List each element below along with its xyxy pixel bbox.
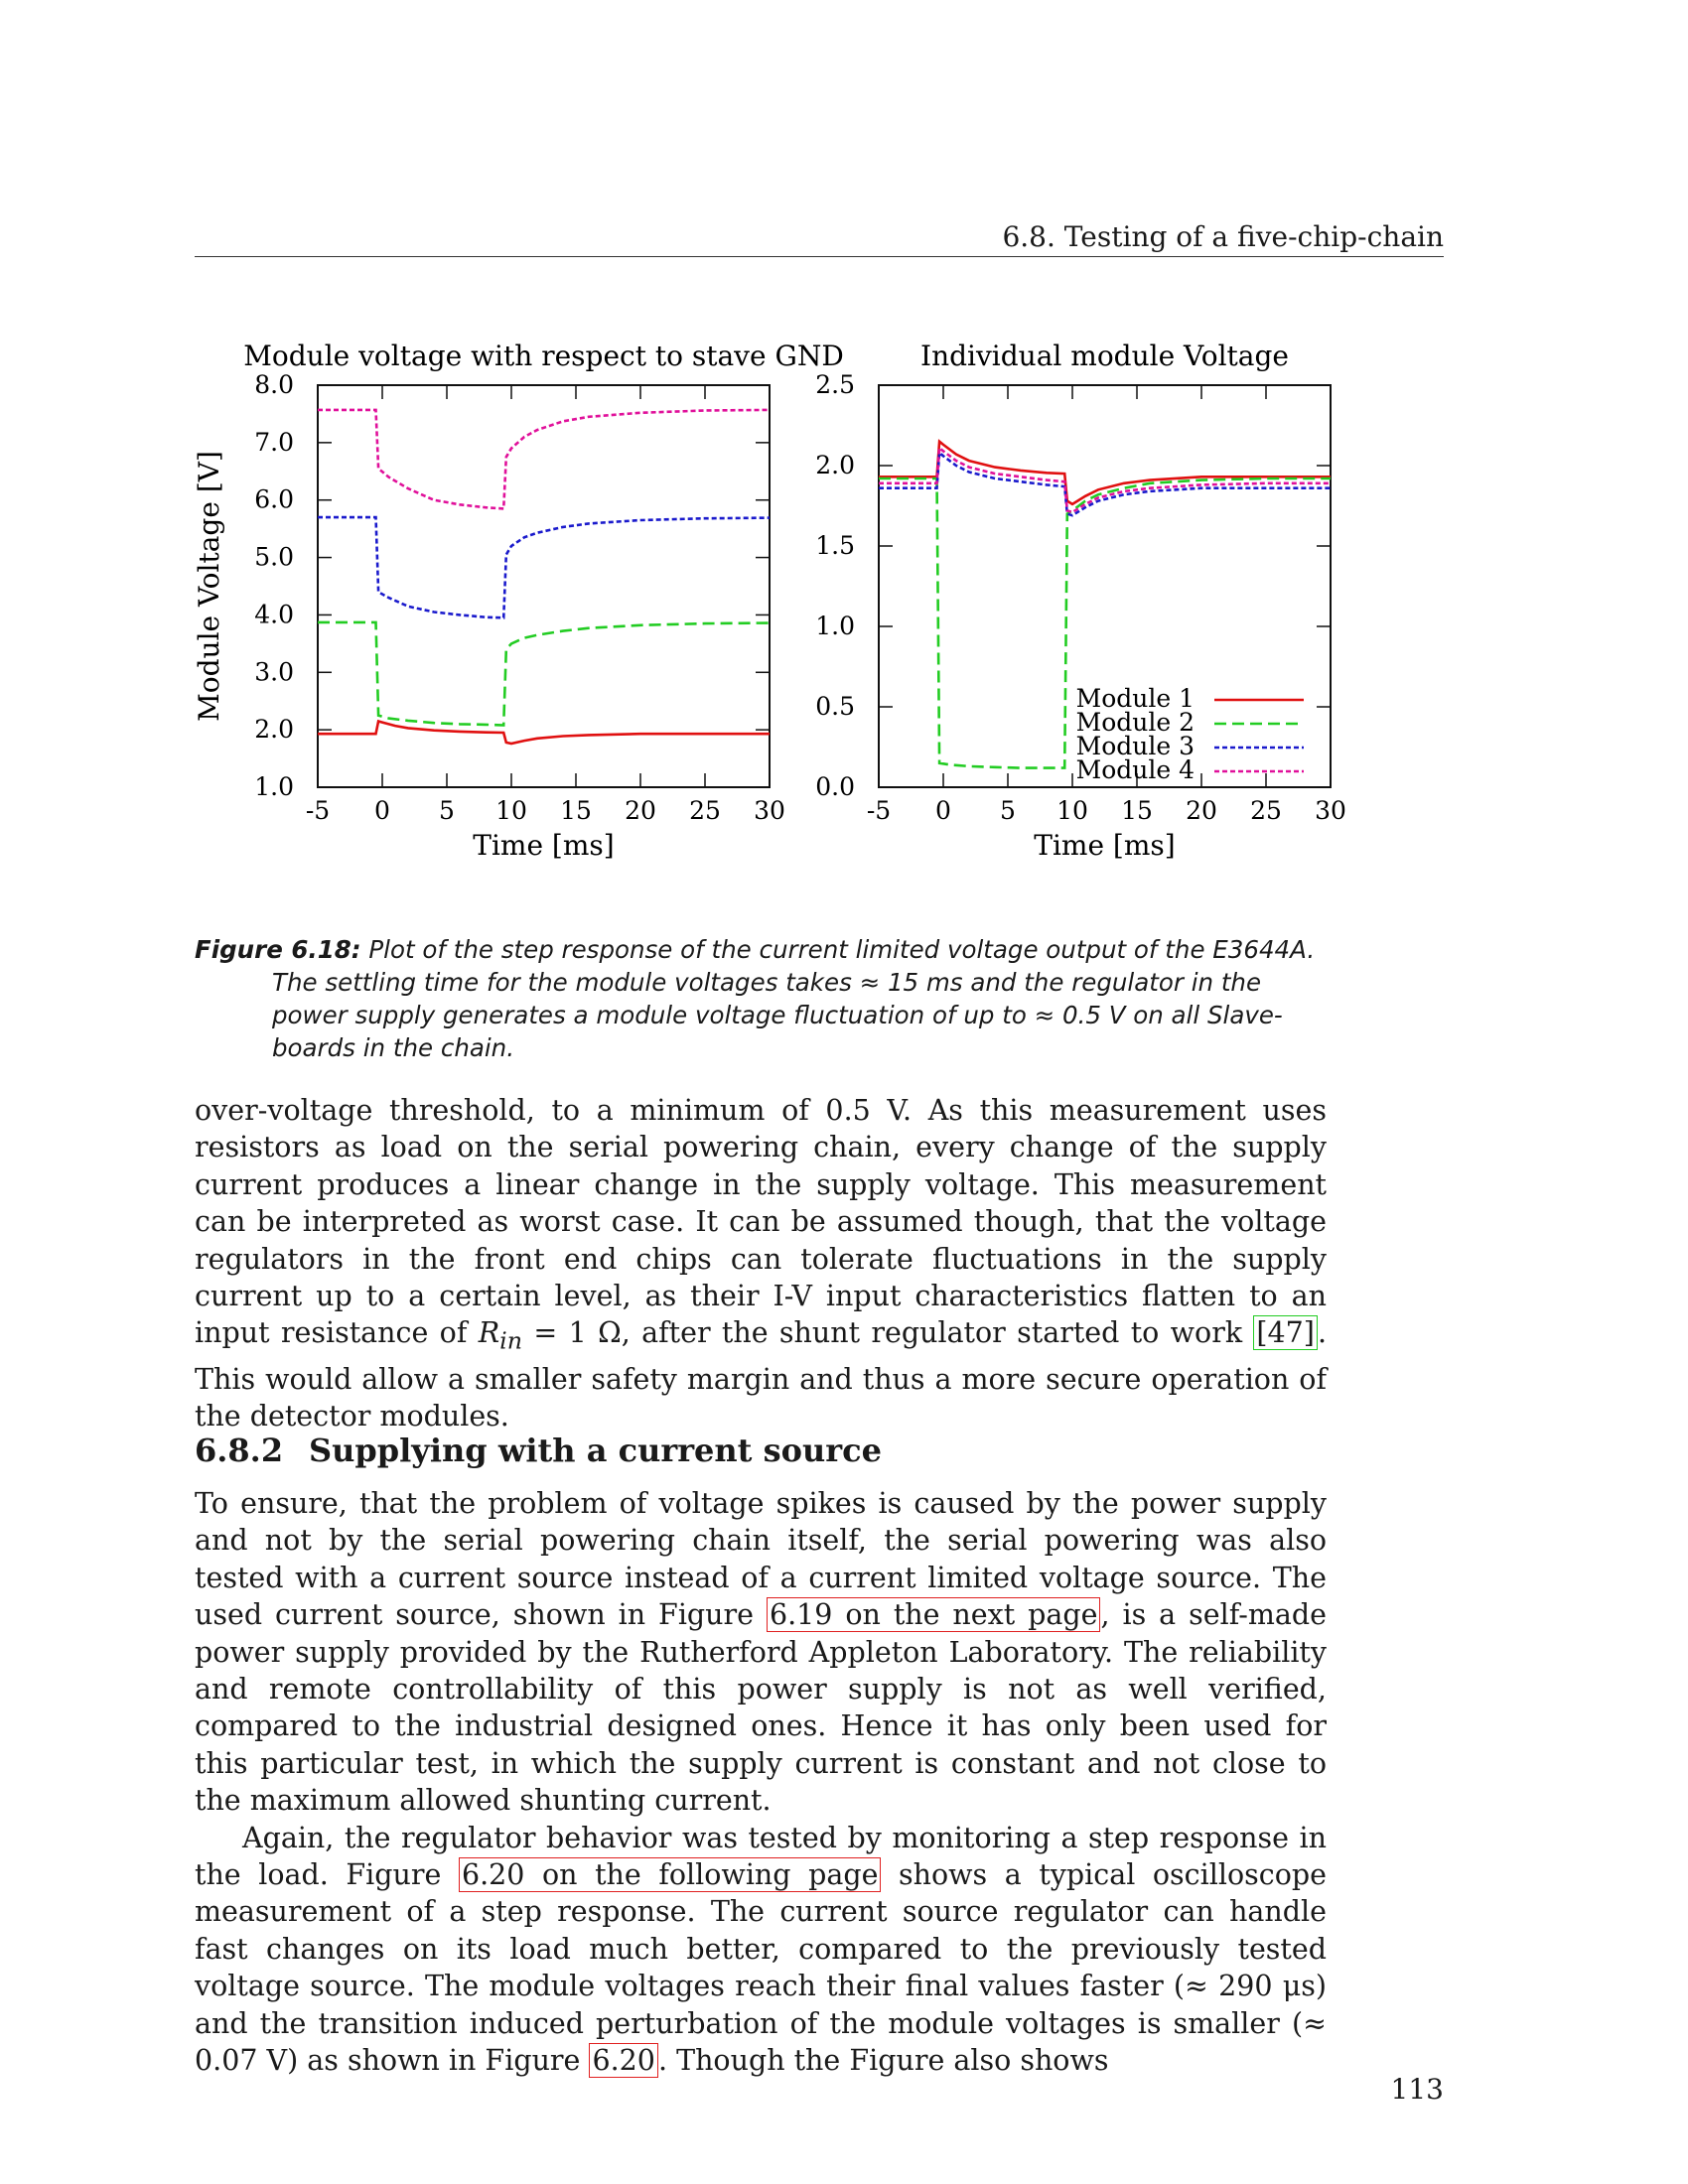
para1-text: over-voltage threshold, to a minimum of 0.5 V. As this measurement uses resistors as load on the serial powering chain, every change of the supply current produces a linear change in the supply voltage. This measurement can be interpreted as worst case. It can be assumed though, that the voltage regulators in the front end chips can tolerate fluctuations in the supply current up to a certain level, as their I-V input characteristics flatten to an input resistance of — [195, 1094, 1327, 1350]
para1-math-rest: = 1 Ω, after the shunt regulator started to work — [522, 1316, 1254, 1350]
figure-6-18 — [179, 318, 1350, 878]
y-tick-label: 4.0 — [254, 600, 294, 629]
caption-label: Figure 6.18: — [195, 935, 361, 964]
citation-link-47[interactable]: [47] — [1253, 1315, 1318, 1350]
chart-title: Individual module Voltage — [920, 340, 1289, 372]
para1-math-sub: in — [499, 1327, 523, 1356]
y-tick-label: 1.5 — [815, 531, 855, 560]
x-tick-label: 15 — [560, 796, 592, 825]
x-tick-label: 0 — [374, 796, 390, 825]
chart-right — [815, 340, 1346, 862]
figure-ref-link-6-19[interactable]: 6.19 on the next page — [767, 1597, 1101, 1632]
x-tick-label: 5 — [439, 796, 455, 825]
y-tick-label: 6.0 — [254, 484, 294, 514]
x-tick-label: 0 — [935, 796, 951, 825]
paragraph-2 — [195, 1485, 1327, 2080]
x-tick-label: -5 — [305, 796, 331, 825]
x-tick-label: 20 — [625, 796, 656, 825]
y-tick-label: 2.0 — [815, 451, 855, 479]
y-tick-label: 1.0 — [254, 772, 294, 801]
x-tick-label: 25 — [689, 796, 721, 825]
section-number: 6.8.2 — [195, 1432, 284, 1469]
x-tick-label: 30 — [1315, 796, 1346, 825]
figure-svg — [179, 318, 1350, 874]
legend-label-module-2: Module 2 — [1075, 708, 1195, 737]
y-tick-label: 1.0 — [815, 612, 855, 640]
para1-math: R — [478, 1316, 500, 1350]
y-tick-label: 2.0 — [254, 715, 294, 745]
paragraph-1 — [195, 1092, 1327, 1434]
x-tick-label: 30 — [754, 796, 785, 825]
plot-frame — [318, 385, 770, 787]
y-tick-label: 2.5 — [815, 370, 855, 399]
section-heading — [195, 1432, 882, 1469]
figure-caption — [195, 933, 1336, 1064]
y-tick-label: 5.0 — [254, 542, 294, 572]
para3-text-c: . Though the Figure also shows — [657, 2044, 1109, 2078]
section-title: Supplying with a current source — [309, 1432, 882, 1469]
series-line-module-4 — [318, 410, 770, 509]
x-axis-label: Time [ms] — [473, 829, 615, 862]
y-tick-label: 0.5 — [815, 692, 855, 721]
figure-ref-link-6-20[interactable]: 6.20 — [589, 2043, 657, 2078]
chart-title: Module voltage with respect to stave GND — [243, 340, 844, 372]
y-axis-label: Module Voltage [V] — [193, 451, 225, 722]
para2-text-a: To ensure, that the problem of voltage spikes is caused by the power supply and not by the serial powering chain itself, the serial powering was also tested with a current source instead of a current limited voltage source. The used current source, shown in Figure — [195, 1487, 1327, 1632]
header-rule — [195, 256, 1444, 257]
x-axis-label: Time [ms] — [1034, 829, 1176, 862]
y-tick-label: 3.0 — [254, 657, 294, 687]
para2-text-b: , is a self-made power supply provided by the Rutherford Appleton Laboratory. The reliability and remote controllability of this power supply is not as well verified, compared to the industrial designed ones. Hence it has only been used for this particular test, in which the supply current is constant and not close to the maximum allowed shunting current. — [195, 1598, 1327, 1818]
figure-ref-link-6-20-page[interactable]: 6.20 on the following page — [459, 1857, 882, 1892]
chart-left — [193, 340, 844, 862]
para3-text-a: Again, the regulator behavior was tested by monitoring a step response in the load. Figure — [195, 1821, 1327, 1892]
x-tick-label: 20 — [1186, 796, 1217, 825]
x-tick-label: 10 — [495, 796, 527, 825]
y-tick-label: 7.0 — [254, 427, 294, 457]
caption-text: Plot of the step response of the current limited voltage output of the E3644A. The settling time for the module voltages takes ≈ 15 ms and the regulator in the power supply generates a module voltage fluctuation of up to ≈ 0.5 V on all Slave-boards in the chain. — [272, 935, 1316, 1062]
x-tick-label: -5 — [866, 796, 892, 825]
running-head: 6.8. Testing of a five-chip-chain — [1002, 220, 1444, 253]
x-tick-label: 15 — [1121, 796, 1153, 825]
series-line-module-3 — [318, 517, 770, 617]
y-tick-label: 0.0 — [815, 772, 855, 801]
series-line-module-2 — [318, 622, 770, 726]
legend-label-module-3: Module 3 — [1075, 732, 1195, 760]
series-line-module-4 — [879, 448, 1331, 512]
para1-end: . This would allow a smaller safety margin and thus a more secure operation of the detector modules. — [195, 1316, 1327, 1433]
x-tick-label: 25 — [1250, 796, 1282, 825]
x-tick-label: 5 — [1000, 796, 1016, 825]
legend-label-module-4: Module 4 — [1075, 755, 1195, 784]
y-tick-label: 8.0 — [254, 370, 294, 399]
series-line-module-1 — [318, 722, 770, 745]
series-line-module-1 — [879, 442, 1331, 504]
page-number: 113 — [1390, 2073, 1444, 2106]
legend-label-module-1: Module 1 — [1075, 684, 1195, 713]
x-tick-label: 10 — [1056, 796, 1088, 825]
para3-text-b: shows a typical oscilloscope measurement of a step response. The current source regulator can handle fast changes on its load much better, compared to the previously tested voltage source. The module voltages reach their final values faster (≈ 290 μs) and the transition induced perturbation of the module voltages is smaller (≈ 0.07 V) as shown in Figure — [195, 1858, 1327, 2078]
